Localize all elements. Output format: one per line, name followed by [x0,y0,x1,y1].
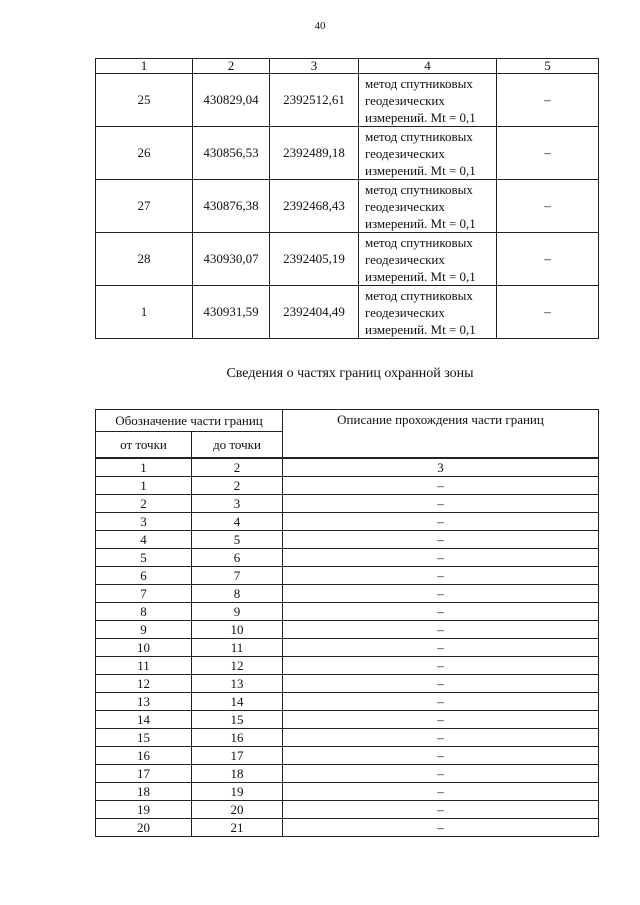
to-point: 13 [192,675,283,693]
part-description: – [283,801,599,819]
section-title: Сведения о частях границ охранной зоны [226,366,474,381]
table-row [96,513,599,531]
from-point: 15 [96,729,192,747]
method-description [359,233,497,286]
to-point: 3 [192,495,283,513]
table-row [96,639,599,657]
to-point: 7 [192,567,283,585]
from-point: 17 [96,765,192,783]
point-number: 25 [96,74,193,127]
method-line: метод спутниковых [365,181,473,197]
point-number: 26 [96,127,193,180]
part-description: – [283,729,599,747]
from-point: 16 [96,747,192,765]
from-point: 1 [96,477,192,495]
x-coordinate: 430856,53 [193,127,270,180]
method-line: измерений. Mt = 0,1 [365,109,476,125]
method-line: метод спутниковых [365,234,473,250]
table-row [96,74,599,127]
method-line: метод спутниковых [365,128,473,144]
to-point: 16 [192,729,283,747]
part-description: – [283,549,599,567]
method-line: измерений. Mt = 0,1 [365,321,476,337]
to-point: 19 [192,783,283,801]
method-line: геодезических [365,251,445,267]
coords-header-2: 2 [193,59,270,74]
y-coordinate: 2392404,49 [270,286,359,339]
table-row [96,127,599,180]
coords-header-3: 3 [270,59,359,74]
table-row [96,729,599,747]
to-point: 2 [192,477,283,495]
from-point: 20 [96,819,192,837]
from-point: 5 [96,549,192,567]
part-description: – [283,747,599,765]
to-point: 11 [192,639,283,657]
point-number: 1 [96,286,193,339]
x-coordinate: 430931,59 [193,286,270,339]
boundary-parts-table [95,409,599,837]
method-line: измерений. Mt = 0,1 [365,268,476,284]
part-description: – [283,657,599,675]
table-row [96,549,599,567]
coords-header-row [96,59,599,74]
part-description: – [283,693,599,711]
y-coordinate: 2392468,43 [270,180,359,233]
x-coordinate: 430876,38 [193,180,270,233]
x-coordinate: 430829,04 [193,74,270,127]
to-point: 9 [192,603,283,621]
from-point: 19 [96,801,192,819]
part-description: – [283,783,599,801]
from-point: 2 [96,495,192,513]
point-number: 27 [96,180,193,233]
method-line: метод спутниковых [365,75,473,91]
part-description: – [283,513,599,531]
table-row [96,693,599,711]
from-point: 13 [96,693,192,711]
table-row [96,765,599,783]
column-index: 3 [283,458,599,477]
from-point: 7 [96,585,192,603]
part-description: – [283,621,599,639]
note: – [497,286,599,339]
table-row [96,711,599,729]
column-index: 1 [96,458,192,477]
part-description: – [283,603,599,621]
from-point: 12 [96,675,192,693]
column-index-row [96,458,599,477]
part-description: – [283,567,599,585]
to-point: 4 [192,513,283,531]
from-point: 14 [96,711,192,729]
from-point: 10 [96,639,192,657]
table-row [96,286,599,339]
from-point: 4 [96,531,192,549]
method-line: геодезических [365,145,445,161]
y-coordinate: 2392405,19 [270,233,359,286]
method-line: геодезических [365,198,445,214]
method-line: геодезических [365,92,445,108]
from-point: 9 [96,621,192,639]
method-line: измерений. Mt = 0,1 [365,162,476,178]
table-row [96,531,599,549]
to-point: 14 [192,693,283,711]
y-coordinate: 2392512,61 [270,74,359,127]
point-number: 28 [96,233,193,286]
table-row [96,621,599,639]
to-point: 15 [192,711,283,729]
part-description: – [283,477,599,495]
method-line: геодезических [365,304,445,320]
part-description: – [283,765,599,783]
to-point: 6 [192,549,283,567]
from-point: 3 [96,513,192,531]
table-row [96,657,599,675]
table-row [96,801,599,819]
table-row [96,567,599,585]
table-row [96,180,599,233]
table-row [96,747,599,765]
method-line: метод спутниковых [365,287,473,303]
method-description [359,74,497,127]
header-to-point: до точки [192,432,283,459]
part-description: – [283,675,599,693]
note: – [497,74,599,127]
page-number: 40 [314,20,326,32]
to-point: 8 [192,585,283,603]
part-description: – [283,585,599,603]
to-point: 17 [192,747,283,765]
part-description: – [283,711,599,729]
table-row [96,495,599,513]
to-point: 20 [192,801,283,819]
part-description: – [283,819,599,837]
to-point: 18 [192,765,283,783]
column-index: 2 [192,458,283,477]
from-point: 6 [96,567,192,585]
coordinates-table [95,58,599,339]
to-point: 12 [192,657,283,675]
part-description: – [283,639,599,657]
coords-header-1: 1 [96,59,193,74]
note: – [497,233,599,286]
header-description: Описание прохождения части границ [283,410,599,459]
from-point: 8 [96,603,192,621]
to-point: 10 [192,621,283,639]
coords-header-5: 5 [497,59,599,74]
method-description [359,286,497,339]
method-description [359,180,497,233]
table-row [96,477,599,495]
part-description: – [283,495,599,513]
from-point: 18 [96,783,192,801]
y-coordinate: 2392489,18 [270,127,359,180]
note: – [497,127,599,180]
table-row [96,603,599,621]
to-point: 21 [192,819,283,837]
to-point: 5 [192,531,283,549]
part-description: – [283,531,599,549]
header-from-point: от точки [96,432,192,459]
note: – [497,180,599,233]
table-row [96,585,599,603]
table-row [96,783,599,801]
coords-header-4: 4 [359,59,497,74]
table-row [96,233,599,286]
x-coordinate: 430930,07 [193,233,270,286]
header-boundary-part: Обозначение части границ [96,410,283,432]
method-description [359,127,497,180]
table-row [96,819,599,837]
from-point: 11 [96,657,192,675]
method-line: измерений. Mt = 0,1 [365,215,476,231]
table-row [96,675,599,693]
